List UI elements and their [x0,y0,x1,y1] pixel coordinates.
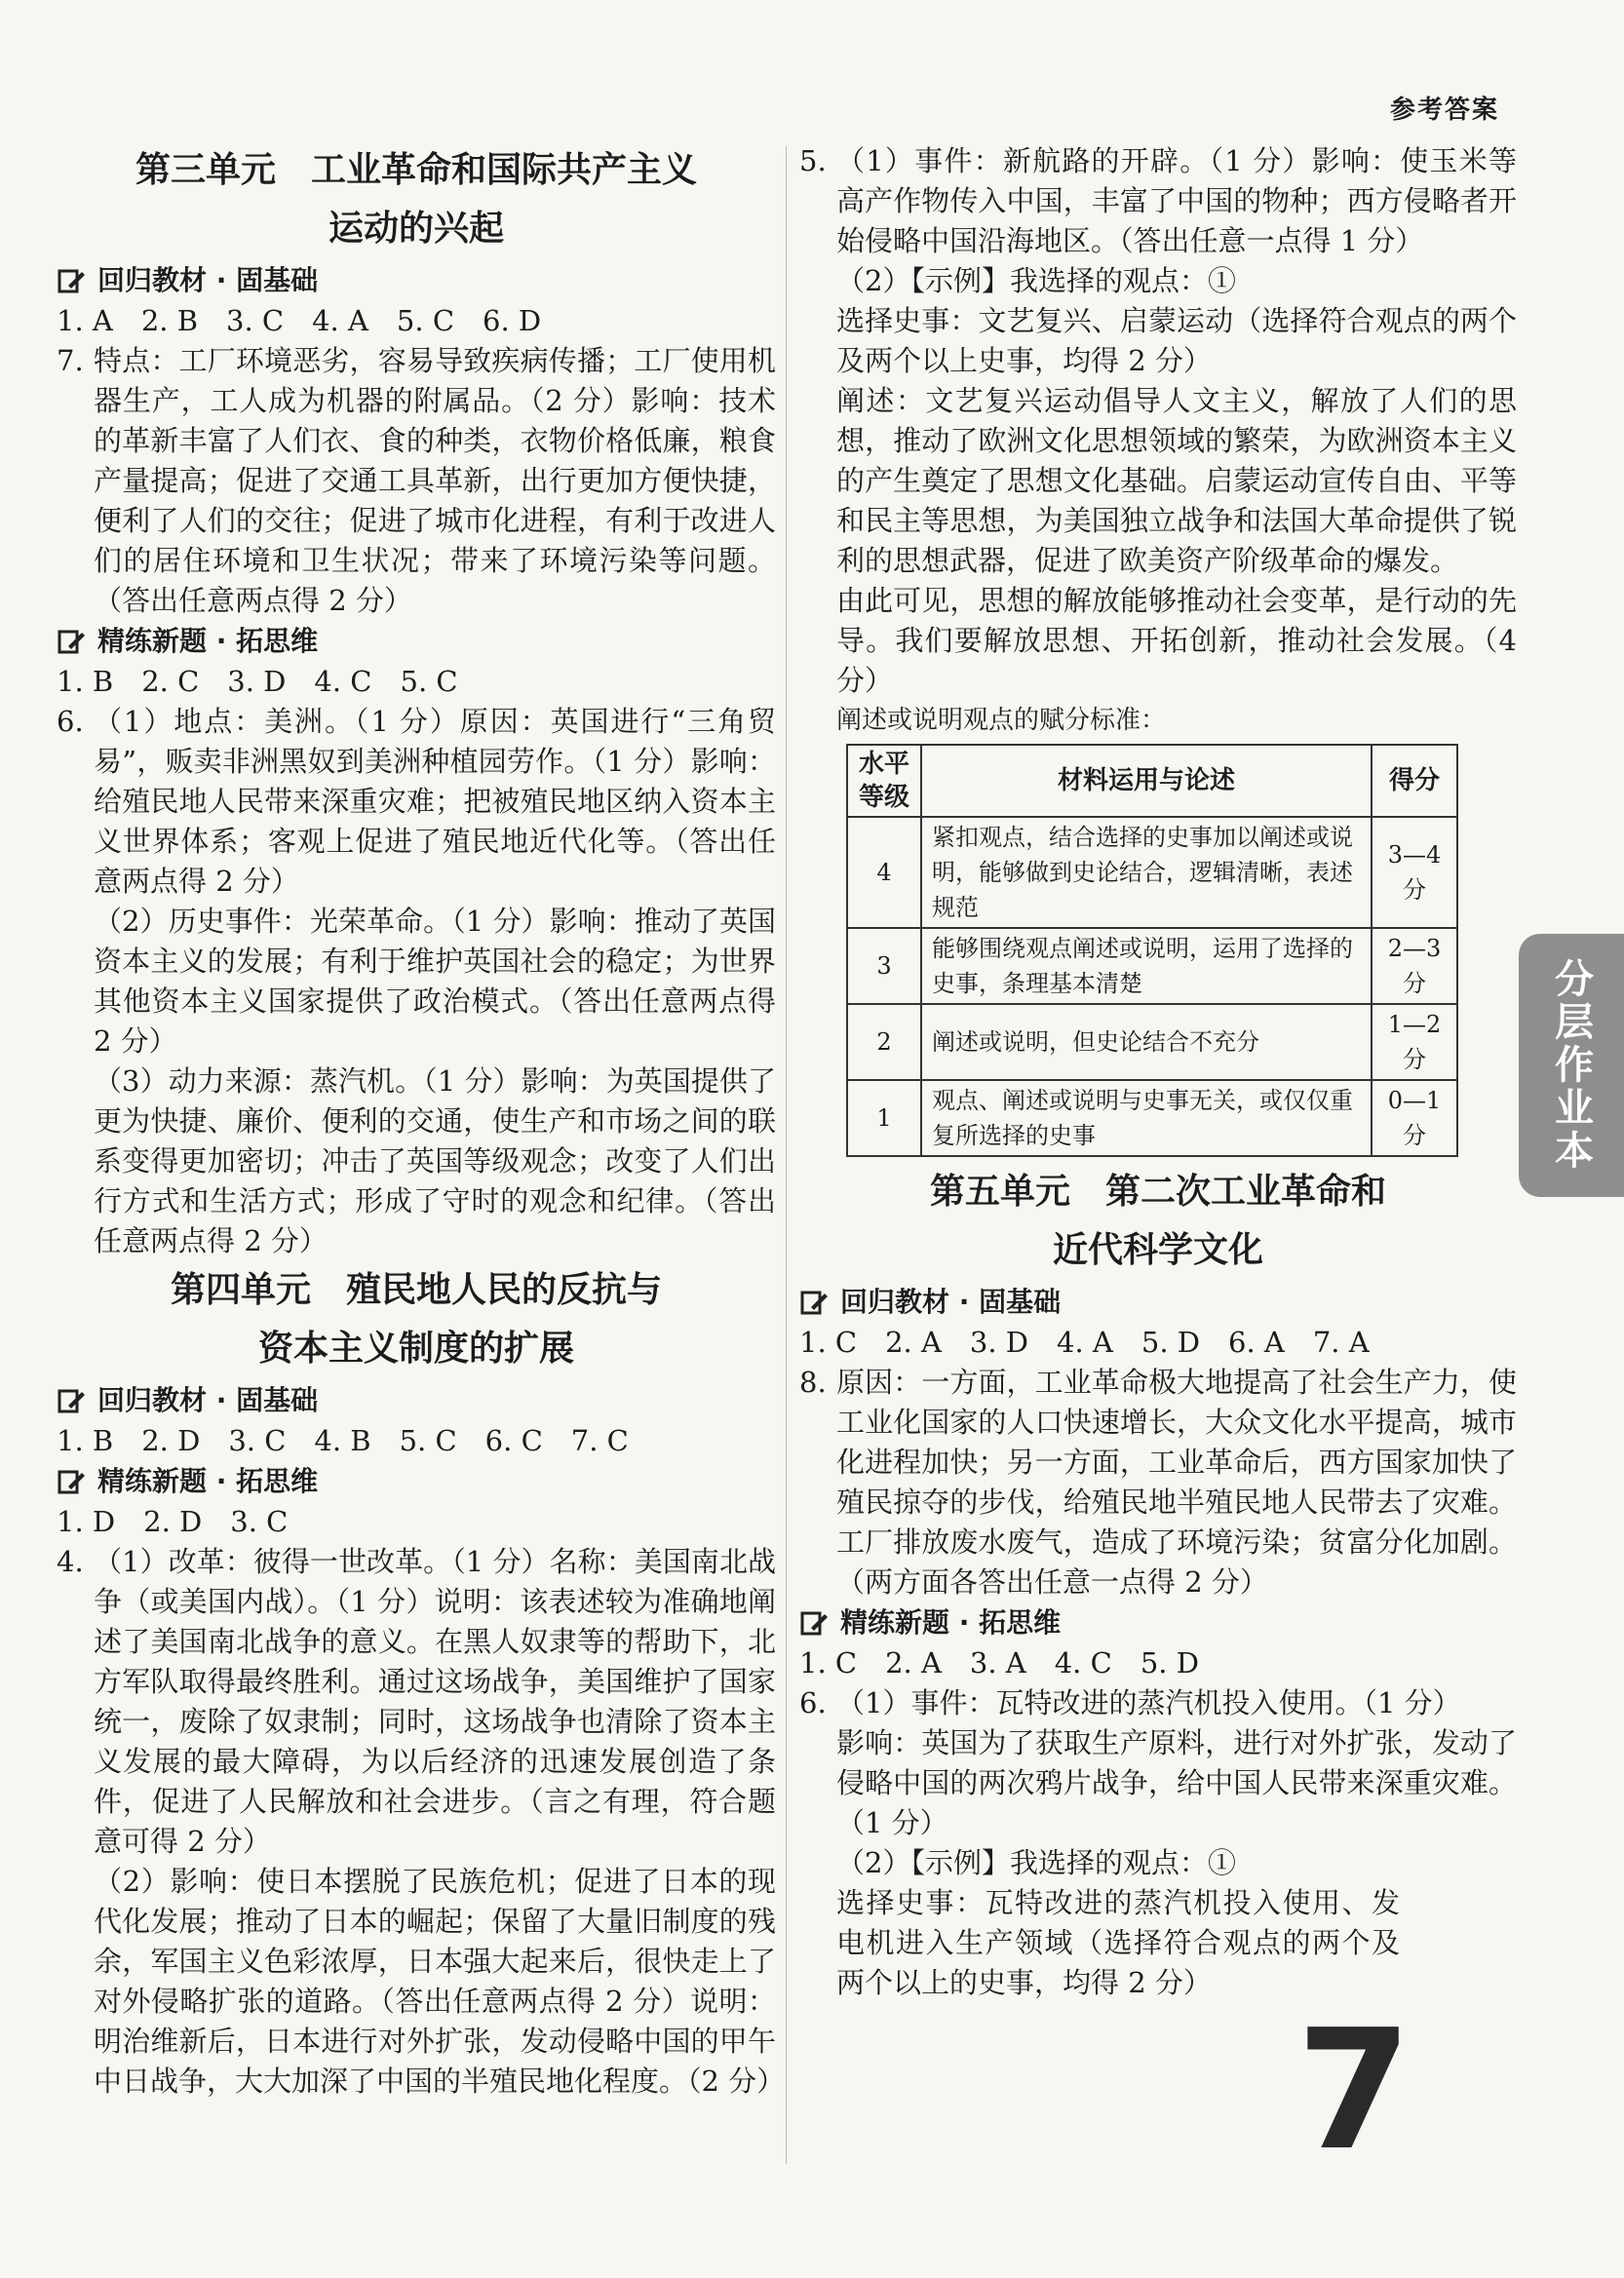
answer-paragraph: 由此可见，思想的解放能够推动社会变革，是行动的先导。我们要解放思想、开拓创新，推动社会发展。（4 分） [836,584,1517,697]
left-column [57,141,786,2102]
unit5-title-line2: 近代科学文化 [1052,1230,1263,1270]
section-heading: 回归教材 · 固基础 [57,260,776,301]
table-header-score: 得分 [1372,745,1457,817]
question-6: 6. （1）事件：瓦特改进的蒸汽机投入使用。（1 分） [799,1686,1461,1719]
answers-line: 1. B 2. D 3. C 4. B 5. C 6. C 7. C [57,1424,629,1457]
question-5: 5. （1）事件：新航路的开辟。（1 分）影响：使玉米等高产作物传入中国，丰富了中国的物种；西方侵略者开始侵略中国沿海地区。（答出任意一点得 1 分） [799,144,1517,257]
answer-paragraph: （2）【示例】我选择的观点：① [836,1846,1236,1879]
answers-line: 1. C 2. A 3. D 4. A 5. D 6. A 7. A [799,1326,1370,1359]
right-column [799,141,1517,2003]
unit4-title-line1: 第四单元 殖民地人民的反抗与 [170,1270,662,1310]
answer-paragraph: 选择史事：文艺复兴、启蒙运动（选择符合观点的两个及两个以上史事，均得 2 分） [836,304,1517,377]
unit5-title [799,1163,1517,1280]
answer-paragraph: 选择史事：瓦特改进的蒸汽机投入使用、发电机进入生产领域（选择符合观点的两个及两个以上的史事，均得 2 分） [836,1886,1400,1999]
answers-line: 1. A 2. B 3. C 4. A 5. C 6. D [57,304,542,337]
unit5-title-line1: 第五单元 第二次工业革命和 [929,1172,1386,1212]
table-caption: 阐述或说明观点的赋分标准： [836,706,1167,735]
scoring-table [846,744,1458,1157]
answers-line: 1. D 2. D 3. C [57,1505,289,1538]
side-tab [1519,934,1624,1197]
unit3-title-line1: 第三单元 工业革命和国际共产主义 [135,150,697,190]
answer-paragraph: （2）【示例】我选择的观点：① [836,264,1236,297]
answers-line: 1. C 2. A 3. A 4. C 5. D [799,1646,1199,1680]
question-4: 4. （1）改革：彼得一世改革。（1 分）名称：美国南北战争（或美国内战）。（1 分）说明：该表述较为准确地阐述了美国南北战争的意义。在黑人奴隶等的帮助下，北方军队取得最终胜利。通过这场战争，美国维护了国家统一，废除了奴隶制；同时，这场战争也清除了资本主义发展的最大障碍，为以后经济的迅速发展创造了条件，促进了人民解放和社会进步。（言之有理，符合题意可得 2 分） [57,1545,776,1858]
unit4-title [57,1261,776,1378]
answer-paragraph: 阐述：文艺复兴运动倡导人文主义，解放了人们的思想，推动了欧洲文化思想领域的繁荣，为欧洲资本主义的产生奠定了思想文化基础。启蒙运动宣传自由、平等和民主等思想，为美国独立战争和法国大革命提供了锐利的思想武器，促进了欧美资产阶级革命的爆发。 [836,384,1517,577]
table-row: 4 紧扣观点，结合选择的史事加以阐述或说明，能够做到史论结合，逻辑清晰，表述规范 3—4 分 [847,817,1457,928]
pencil-book-icon [57,1467,86,1496]
table-header-row [847,745,1457,817]
table-row: 1 观点、阐述或说明与史事无关，或仅仅重复所选择的史事 0—1 分 [847,1080,1457,1156]
table-row: 2 阐述或说明，但史论结合不充分 1—2 分 [847,1004,1457,1080]
unit3-title [57,141,776,258]
header-label: 参考答案 [1389,96,1499,125]
section-heading: 精练新题 · 拓思维 [799,1602,1517,1643]
question-8: 8. 原因：一方面，工业革命极大地提高了社会生产力，使工业化国家的人口快速增长，大众文化水平提高，城市化进程加快；另一方面，工业革命后，西方国家加快了殖民掠夺的步伐，给殖民地半殖民地人民带去了灾难。工厂排放废水废气，造成了环境污染；贫富分化加剧。（两方面各答出任意一点得 2 分） [799,1366,1517,1599]
section-heading: 精练新题 · 拓思维 [57,621,776,662]
unit3-title-line2: 运动的兴起 [328,209,504,249]
answer-paragraph: （2）历史事件：光荣革命。（1 分）影响：推动了英国资本主义的发展；有利于维护英国社会的稳定；为世界其他资本主义国家提供了政治模式。（答出任意两点得 2 分） [94,905,776,1058]
pencil-book-icon [57,266,86,295]
section-heading: 回归教材 · 固基础 [57,1380,776,1421]
unit4-title-line2: 资本主义制度的扩展 [257,1329,574,1369]
question-6: 6. （1）地点：美洲。（1 分）原因：英国进行“三角贸易”，贩卖非洲黑奴到美洲种植园劳作。（1 分）影响：给殖民地人民带来深重灾难；把被殖民地区纳入资本主义世界体系；客观上促进了殖民地近代化等。（答出任意两点得 2 分） [57,705,776,898]
question-7: 7. 特点：工厂环境恶劣，容易导致疾病传播；工厂使用机器生产，工人成为机器的附属品。（2 分）影响：技术的革新丰富了人们衣、食的种类，衣物价格低廉，粮食产量提高；促进了交通工具革新，出行更加方便快捷，便利了人们的交往；促进了城市化进程，有利于改进人们的居住环境和卫生状况；带来了环境污染等问题。（答出任意两点得 2 分） [57,344,776,617]
table-header-level: 水平等级 [847,745,921,817]
pencil-book-icon [799,1608,829,1638]
table-header-desc: 材料运用与论述 [921,745,1372,817]
answer-paragraph: 影响：英国为了获取生产原料，进行对外扩张，发动了侵略中国的两次鸦片战争，给中国人民带来深重灾难。（1 分） [836,1726,1517,1839]
section-heading: 精练新题 · 拓思维 [57,1461,776,1502]
column-divider [786,146,787,2164]
side-tab-label: 分层作业本 [1548,958,1594,1173]
section-heading: 回归教材 · 固基础 [799,1282,1517,1323]
pencil-book-icon [799,1288,829,1317]
pencil-book-icon [57,1386,86,1415]
table-row: 3 能够围绕观点阐述或说明，运用了选择的史事，条理基本清楚 2—3 分 [847,928,1457,1004]
pencil-book-icon [57,627,86,656]
answers-line: 1. B 2. C 3. D 4. C 5. C [57,665,458,698]
answer-paragraph: （2）影响：使日本摆脱了民族危机；促进了日本的现代化发展；推动了日本的崛起；保留了大量旧制度的残余，军国主义色彩浓厚，日本强大起来后，很快走上了对外侵略扩张的道路。（答出任意两点得 2 分）说明：明治维新后，日本进行对外扩张，发动侵略中国的甲午中日战争，大大加深了中国的半殖民地化程度。（2 分） [94,1865,786,2098]
page-number: 7 [1296,1994,1412,2187]
answer-paragraph: （3）动力来源：蒸汽机。（1 分）影响：为英国提供了更为快捷、廉价、便利的交通，使生产和市场之间的联系变得更加密切；冲击了英国等级观念；改变了人们出行方式和生活方式；形成了守时的观念和纪律。（答出任意两点得 2 分） [94,1064,776,1257]
